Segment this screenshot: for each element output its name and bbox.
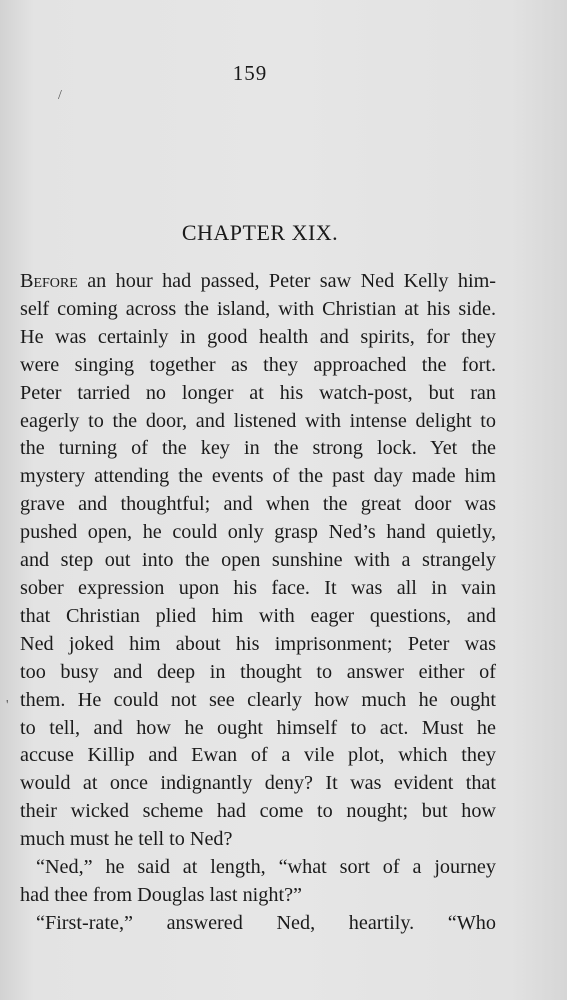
text-line	[20, 268, 496, 296]
text-line: accuse Killip and Ewan of a vile plot, which they	[20, 744, 496, 767]
opening-word: Before	[20, 270, 78, 292]
text-line: would at once indignantly deny? It was evident that	[20, 772, 496, 795]
text-line: “Ned,” he said at length, “what sort of a journey	[36, 856, 496, 879]
text-line: grave and thoughtful; and when the great door was	[20, 493, 496, 516]
text-line-content: an hour had passed, Peter saw Ned Kelly him-	[77, 270, 496, 292]
pencil-mark: /	[58, 88, 62, 103]
text-line: Peter tarried no longer at his watch-post, but ran	[20, 381, 496, 404]
text-line: sober expression upon his face. It was all in vain	[20, 576, 496, 599]
text-line: their wicked scheme had come to nought; but how	[20, 800, 496, 823]
text-line: had thee from Douglas last night?”	[20, 883, 302, 906]
text-line: mystery attending the events of the past day made him	[20, 465, 496, 488]
text-line: Ned joked him about his imprisonment; Peter was	[20, 632, 496, 655]
margin-mark: '	[6, 698, 9, 713]
page-number: 159	[232, 61, 268, 85]
chapter-title: CHAPTER XIX.	[181, 220, 339, 245]
text-line: He was certainly in good health and spirits, for they	[20, 325, 496, 348]
text-line: eagerly to the door, and listened with intense delight to	[20, 409, 496, 432]
chapter-body	[20, 268, 496, 938]
text-line: the turning of the key in the strong lock. Yet the	[20, 437, 496, 460]
text-line: them. He could not see clearly how much he ought	[20, 688, 496, 711]
text-line: “First-rate,” answered Ned, heartily. “Who	[36, 911, 496, 934]
text-line: too busy and deep in thought to answer either of	[20, 660, 496, 683]
text-line: self coming across the island, with Christian at his side.	[20, 297, 496, 320]
text-line: and step out into the open sunshine with a strangely	[20, 549, 496, 572]
text-line: that Christian plied him with eager questions, and	[20, 604, 496, 627]
text-line: much must he tell to Ned?	[20, 828, 233, 851]
text-line: pushed open, he could only grasp Ned’s hand quietly,	[20, 521, 496, 544]
text-line: were singing together as they approached the fort.	[20, 353, 496, 376]
text-line: to tell, and how he ought himself to act. Must he	[20, 716, 496, 739]
